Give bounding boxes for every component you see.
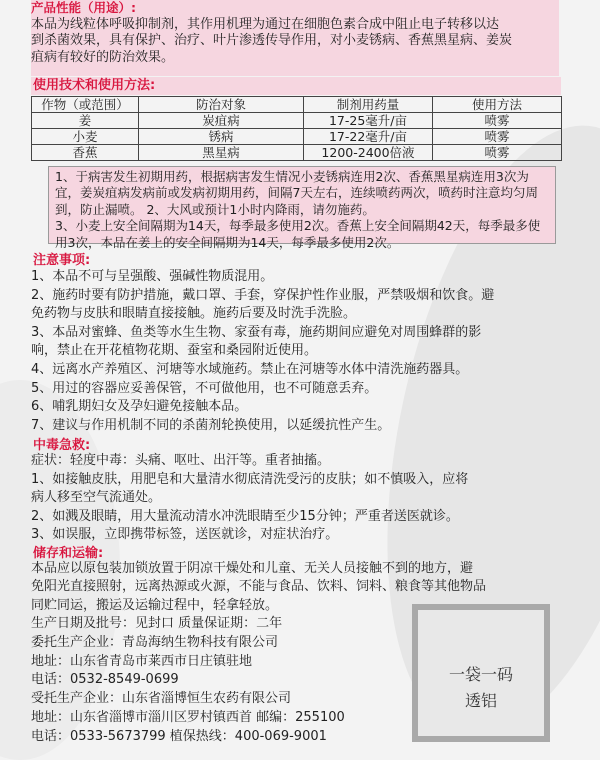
table-cell: 香蕉	[32, 145, 139, 161]
performance-section	[31, 0, 559, 76]
caution-line: 5、用过的容器应妥善保管，不可做他用，也不可随意丢弃。	[31, 380, 378, 396]
client-address-line: 地址：山东省青岛市莱西市日庄镇驻地	[31, 653, 253, 669]
table-cell: 17-22毫升/亩	[304, 129, 433, 145]
storage-line: 本品应以原包装加锁放置于阴凉干燥处和儿童、无关人员接触不到的地方，避	[31, 561, 474, 576]
usage-table-header	[32, 97, 562, 113]
caution-title: 注意事项:	[33, 253, 91, 268]
caution-section	[31, 268, 559, 435]
table-row	[32, 129, 562, 145]
usage-note-line: 3、小麦上安全间隔期为14天，每季最多使用2次。香蕉上安全间隔期42天，每季最多使	[55, 218, 541, 234]
producer-address-line: 地址：山东省淄博市淄川区罗村镇西首 邮编：255100	[31, 709, 345, 725]
caution-line: 1、本品不可与呈强酸、强碱性物质混用。	[31, 269, 274, 284]
first-aid-line: 病人移至空气流通处。	[31, 490, 162, 506]
first-aid-title: 中毒急救:	[33, 438, 91, 453]
caution-line: 响，禁止在开花植物花期、蚕室和桑园附近使用。	[31, 343, 318, 359]
badge-text: 透铝	[464, 691, 497, 710]
performance-line: 到杀菌效果，具有保护、治疗、叶片渗透传导作用，对小麦锈病、香蕉黑星病、姜炭	[31, 33, 513, 48]
table-header-cell: 防治对象	[139, 97, 304, 113]
table-cell: 黑星病	[139, 145, 304, 161]
usage-table	[31, 96, 562, 161]
usage-title: 使用技术和使用方法:	[31, 77, 561, 95]
table-cell: 姜	[32, 113, 139, 129]
usage-note-line: 用3次，本品在姜上的安全间隔期为14天，每季最多使用2次。	[55, 234, 400, 250]
first-aid-line: 症状：轻度中毒：头痛、呕吐、出汗等。重者抽搐。	[31, 453, 331, 468]
caution-line: 免药物与皮肤和眼睛直接接触。施药后要及时洗手洗脸。	[31, 306, 357, 322]
caution-line: 7、建议与作用机制不同的杀菌剂轮换使用，以延缓抗性产生。	[31, 417, 391, 433]
production-date-line: 生产日期及批号：见封口 质量保证期：二年	[31, 616, 283, 631]
caution-line: 6、哺乳期妇女及孕妇避免接触本品。	[31, 399, 248, 415]
qr-code-area	[418, 610, 544, 736]
first-aid-line: 3、如误服，立即携带标签，送医就诊，对症状治疗。	[31, 527, 339, 543]
qr-code-badge	[412, 604, 550, 742]
first-aid-line: 1、如接触皮肤，用肥皂和大量清水彻底清洗受污的皮肤；如不慎吸入，应将	[31, 471, 469, 487]
performance-line: 本品为线粒体呼吸抑制剂，其作用机理为通过在细胞色素合成中阻止电子转移以达	[31, 16, 500, 32]
table-row	[32, 145, 562, 161]
table-cell: 炭疽病	[139, 113, 304, 129]
usage-note-line: 到，防止漏喷。 2、大风或预计1小时内降雨，请勿施药。	[55, 201, 375, 217]
badge-text: 一袋一码	[448, 665, 513, 684]
caution-line: 2、施药时要有防护措施，戴口罩、手套，穿保护性作业服，严禁吸烟和饮食。避	[31, 287, 495, 303]
caution-line: 3、本品对蜜蜂、鱼类等水生生物、家蚕有毒，施药期间应避免对周围蜂群的影	[31, 324, 482, 340]
caution-line: 4、远离水产养殖区、河塘等水域施药。禁止在河塘等水体中清洗施药器具。	[31, 361, 469, 377]
first-aid-line: 2、如溅及眼睛，用大量流动清水冲洗眼睛至少15分钟；严重者送医就诊。	[31, 508, 459, 524]
table-cell: 17-25毫升/亩	[304, 113, 433, 129]
storage-title: 储存和运输:	[33, 546, 104, 561]
client-phone-line: 电话：0532-8549-0699	[31, 672, 179, 688]
table-cell: 喷雾	[433, 145, 562, 161]
client-company-line: 委托生产企业：青岛海纳生物科技有限公司	[31, 634, 279, 650]
table-cell: 喷雾	[433, 113, 562, 129]
performance-line: 疽病有较好的防治效果。	[31, 49, 175, 65]
storage-line: 免阳光直接照射，远离热源或火源，不能与食品、饮料、饲料、粮食等其他物品	[31, 579, 487, 595]
table-cell: 小麦	[32, 129, 139, 145]
producer-company-line: 受托生产企业：山东省淄博恒生农药有限公司	[31, 691, 292, 707]
table-cell: 喷雾	[433, 129, 562, 145]
table-header-cell: 使用方法	[433, 97, 562, 113]
table-cell: 锈病	[139, 129, 304, 145]
usage-note-line: 宜，姜炭疽病发病前或发病初期用药，间隔7天左右，连续喷药两次，喷药时注意均匀周	[55, 185, 538, 201]
table-header-cell: 作物（或范围）	[32, 97, 139, 113]
first-aid-section	[31, 452, 559, 545]
table-row	[32, 113, 562, 129]
storage-line: 同贮同运，搬运及运输过程中，轻拿轻放。	[31, 597, 279, 613]
usage-notes-box	[48, 166, 556, 250]
performance-title: 产品性能（用途）:	[31, 0, 136, 15]
table-header-cell: 制剂用药量	[304, 97, 433, 113]
table-cell: 1200-2400倍液	[304, 145, 433, 161]
producer-phone-line: 电话：0533-5673799 植保热线：400-069-9001	[31, 728, 327, 744]
usage-note-line: 1、于病害发生初期用药，根据病害发生情况小麦锈病连用2次、香蕉黑星病连用3次为	[55, 169, 529, 184]
